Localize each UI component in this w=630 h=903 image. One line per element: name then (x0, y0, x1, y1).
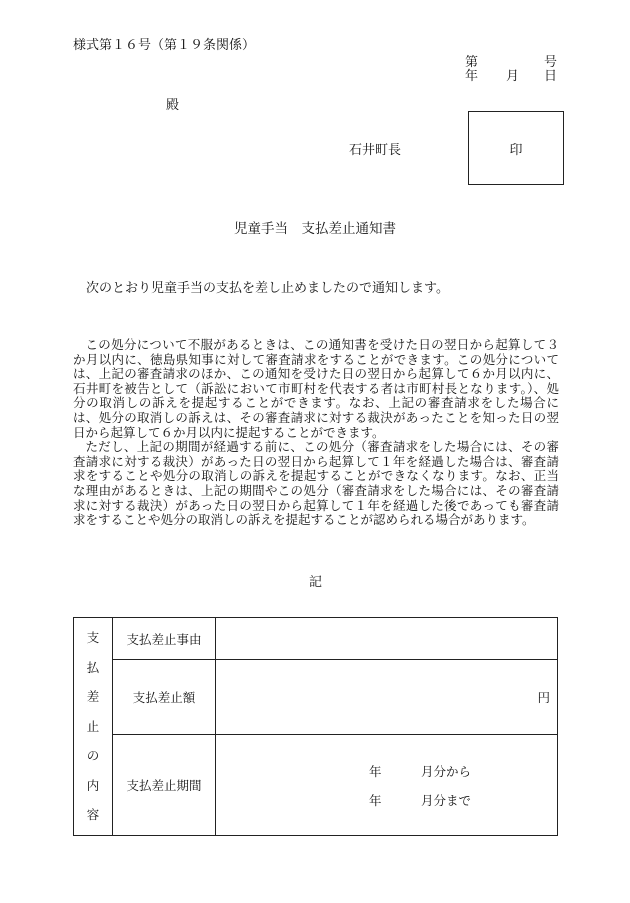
section-label-char: 支 (86, 630, 100, 646)
appeal-paragraph: ただし、上記の期間が経過する前に、この処分（審査請求をした場合には、その審査請求に対する裁決）があった日の翌日から起算して１年を経過した場合は、審査請求をすることや処分の取消しの訴えを提起することができなくなります。なお、正当な理由があるときは、上記の期間やこの処分（審査請求をした場合には、その審査請求に対する裁決）があった日の翌日から起算して１年を経過した後であっても審査請求をすることや処分の取消しの訴えを提起することが認められる場合があります。 (73, 439, 559, 528)
date-month: 月 (506, 69, 520, 84)
period-label: 支払差止期間 (113, 735, 216, 836)
date-day: 日 (544, 69, 558, 84)
form-number: 様式第１６号（第１９条関係） (73, 38, 256, 53)
appeal-paragraph: この処分について不服があるときは、この通知書を受けた日の翌日から起算して３か月以内に、徳島県知事に対して審査請求をすることができます。この処分については、上記の審査請求のほか、この通知を受けた日の翌日から起算して６か月以内に、石井町を被告として（訴訟において市町村を代表する者は市町村長となります。）、処分の取消しの訴えを提起することができます。なお、上記の審査請求をした場合には、処分の取消しの訴えは、その審査請求に対する裁決があったことを知った日の翌日から起算して６か月以内に提起することができます。 (73, 337, 559, 440)
period-from-month: 月分から (421, 764, 472, 779)
intro-text: 次のとおり児童手当の支払を差し止めましたので通知します。 (86, 281, 449, 296)
issuer: 石井町長 (349, 143, 402, 158)
period-to-year: 年 (369, 793, 382, 808)
detail-table (73, 617, 558, 836)
seal-label: 印 (509, 143, 523, 158)
seal-box (468, 111, 564, 185)
doc-number-suffix: 号 (544, 55, 558, 70)
section-label-char: 内 (86, 777, 100, 793)
doc-number-prefix: 第 (465, 55, 479, 70)
page-title: 児童手当 支払差止通知書 (234, 221, 396, 237)
reason-label: 支払差止事由 (113, 618, 216, 660)
section-label-char: の (86, 748, 100, 764)
section-label-char: 差 (86, 689, 100, 705)
date-year: 年 (465, 69, 479, 84)
reason-field[interactable] (216, 618, 558, 660)
amount-label: 支払差止額 (113, 660, 216, 735)
period-to-month: 月分まで (421, 793, 472, 808)
section-label-char: 容 (86, 807, 100, 823)
section-label-char: 止 (86, 718, 100, 734)
period-field[interactable] (216, 735, 558, 836)
amount-field[interactable] (216, 660, 558, 735)
amount-unit: 円 (537, 690, 550, 705)
appeal-notice (73, 338, 559, 528)
addressee-suffix: 殿 (166, 98, 180, 113)
section-label-char: 払 (86, 659, 100, 675)
section-label (74, 618, 113, 836)
period-from-year: 年 (369, 764, 382, 779)
ki-label: 記 (309, 575, 323, 590)
